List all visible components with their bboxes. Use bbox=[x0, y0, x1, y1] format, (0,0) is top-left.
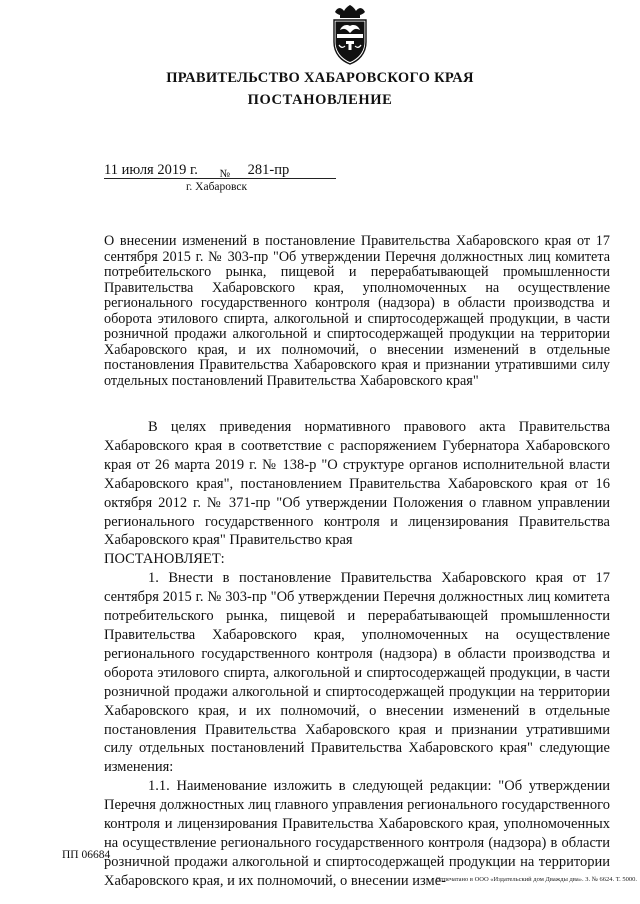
print-note: Отпечатано в ООО «Издательский дом Дважды два». З. № 6624. Т. 5000. bbox=[436, 876, 637, 883]
body-paragraph: 1. Внести в постановление Правительства Хабаровского края от 17 сентября 2015 г. № 303-пр "Об утверждении Перечня должностных лиц комитета потребительского рынка, пищевой и перерабатывающей промышленности Правительства Хабаровского края, уполномоченных на осуществление регионального государственного контроля (надзора) в области производства и оборота этилового спирта, алкогольной и спиртосодержащей продукции, в части розничной продажи алкогольной и спиртосодержащей продукции на территории Хабаровского края, и их полномочий, о внесении изменений в отдельные постановления Правительства Хабаровского края и признании утратившими силу отдельных постановлений Правительства Хабаровского края" следующие изменения: bbox=[104, 570, 610, 776]
government-title: ПРАВИТЕЛЬСТВО ХАБАРОВСКОГО КРАЯ bbox=[166, 70, 474, 86]
document-number: 281-пр bbox=[247, 162, 290, 178]
date-number-line bbox=[104, 162, 289, 179]
document-type-title: ПОСТАНОВЛЕНИЕ bbox=[247, 92, 393, 108]
decree-word: ПОСТАНОВЛЯЕТ: bbox=[104, 551, 225, 568]
coat-of-arms-emblem bbox=[328, 4, 372, 66]
document-date: 11 июля 2019 г. bbox=[104, 162, 198, 178]
body-paragraph: 1.1. Наименование изложить в следующей редакции: "Об утверждении Перечня должностных лиц главного управления регионального государственного контроля и лицензирования Правительства Хабаровского края, уполномоченных на осуществление регионального государственного контроля (надзора) в области розничной продажи алкогольной и спиртосодержащей продукции на территории Хабаровского края, и их полномочий, о внесении изме- bbox=[104, 778, 610, 889]
city-label: г. Хабаровск bbox=[186, 181, 248, 193]
footer-code: ПП 06684 bbox=[62, 849, 111, 861]
body-paragraph: В целях приведения нормативного правового акта Правительства Хабаровского края в соответствие с распоряжением Губернатора Хабаровского края от 26 марта 2019 г. № 138-р "О структуре органов исполнительной власти Хабаровского края", постановлением Правительства Хабаровского края от 16 октября 2012 г. № 371-пр "Об утверждении Положения о главном управлении регионального государственного контроля и лицензирования Правительства Хабаровского края" Правительство края bbox=[104, 419, 610, 549]
document-body bbox=[104, 418, 610, 891]
number-sign: № bbox=[219, 168, 231, 180]
date-underline bbox=[104, 178, 336, 179]
document-subject: О внесении изменений в постановление Правительства Хабаровского края от 17 сентября 2015 г. № 303-пр "Об утверждении Перечня должностных лиц комитета потребительского рынка, пищевой и перерабатывающей промышленности Правительства Хабаровского края, уполномоченных на осуществление регионального государственного контроля (надзора) в области производства и оборота этилового спирта, алкогольной и спиртосодержащей продукции, в части розничной продажи алкогольной и спиртосодержащей продукции на территории Хабаровского края, и их полномочий, о внесении изменений в отдельные постановления Правительства Хабаровского края и признании утратившими силу отдельных постановлений Правительства Хабаровского края" bbox=[104, 233, 610, 389]
